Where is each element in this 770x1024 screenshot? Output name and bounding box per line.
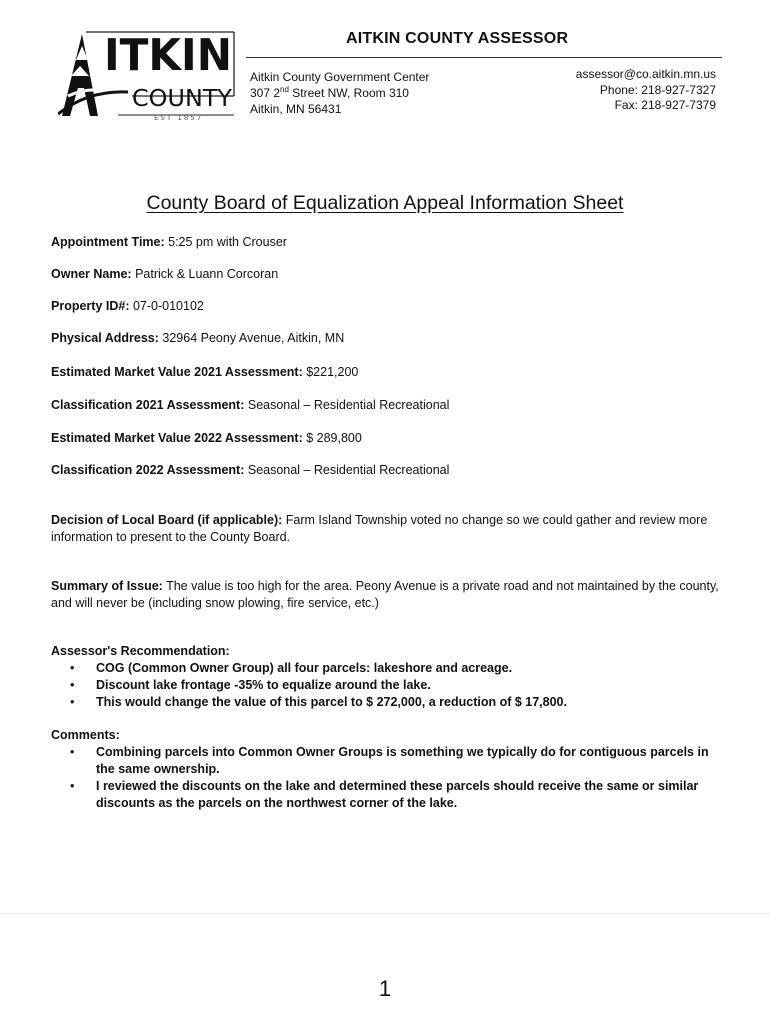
header-divider xyxy=(246,57,722,58)
svg-text:EST 1857: EST 1857 xyxy=(154,114,204,122)
office-title: AITKIN COUNTY ASSESSOR xyxy=(346,30,569,47)
field-owner-name: Owner Name: Patrick & Luann Corcoran xyxy=(51,267,279,281)
contact-phone: Phone: 218-927-7327 xyxy=(599,82,716,97)
contact-fax: Fax: 218-927-7379 xyxy=(614,98,716,112)
recommendation-item: • This would change the value of this parcel to $ 272,000, a reduction of $ 17,800. xyxy=(70,695,567,709)
address-line-1: Aitkin County Government Center xyxy=(250,70,430,84)
field-market-value-2021: Estimated Market Value 2021 Assessment: $221,200 xyxy=(51,365,359,379)
page-number: 1 xyxy=(378,976,392,1001)
field-physical-address: Physical Address: 32964 Peony Avenue, Aitkin, MN xyxy=(51,331,345,345)
address-line-3: Aitkin, MN 56431 xyxy=(250,102,342,116)
svg-text:ITKIN: ITKIN xyxy=(104,30,232,81)
comments-list xyxy=(51,744,723,812)
field-market-value-2022: Estimated Market Value 2022 Assessment: $ 289,800 xyxy=(51,431,362,445)
footer-divider xyxy=(0,913,770,914)
recommendation-title: Assessor's Recommendation: xyxy=(51,644,230,658)
contact-email[interactable]: assessor@co.aitkin.mn.us xyxy=(575,67,716,81)
office-contact xyxy=(576,67,716,114)
field-property-id: Property ID#: 07-0-010102 xyxy=(51,299,204,313)
local-board-decision: Decision of Local Board (if applicable): Farm Island Township voted no change so we could gather and review more information to present to the County Board. xyxy=(51,513,708,544)
office-address xyxy=(250,69,429,117)
field-appointment-time: Appointment Time: 5:25 pm with Crouser xyxy=(51,235,287,249)
field-classification-2022: Classification 2022 Assessment: Seasonal – Residential Recreational xyxy=(51,463,450,477)
address-line-2: 307 2nd Street NW, Room 310 xyxy=(250,85,409,100)
assessor-recommendation xyxy=(51,643,723,711)
recommendation-item: • Discount lake frontage -35% to equalize around the lake. xyxy=(70,678,431,692)
comments-section xyxy=(51,727,723,812)
logo-graphic xyxy=(58,30,236,122)
comment-item: • I reviewed the discounts on the lake and determined these parcels should receive the same or similar discounts as the parcels on the northwest corner of the lake. xyxy=(70,779,699,810)
recommendation-item: • COG (Common Owner Group) all four parcels: lakeshore and acreage. xyxy=(70,661,513,675)
field-classification-2021: Classification 2021 Assessment: Seasonal – Residential Recreational xyxy=(51,398,450,412)
document-title: County Board of Equalization Appeal Information Sheet xyxy=(146,192,624,214)
aitkin-county-logo xyxy=(58,30,236,122)
svg-text:COUNTY: COUNTY xyxy=(132,86,233,112)
comment-item: • Combining parcels into Common Owner Groups is something we typically do for contiguous parcels in the same ownership. xyxy=(70,745,709,776)
recommendation-list xyxy=(51,660,723,711)
summary-of-issue: Summary of Issue: The value is too high for the area. Peony Avenue is a private road and not maintained by the county, and will never be (including snow plowing, fire service, etc.) xyxy=(51,579,719,610)
comments-title: Comments: xyxy=(51,728,120,742)
